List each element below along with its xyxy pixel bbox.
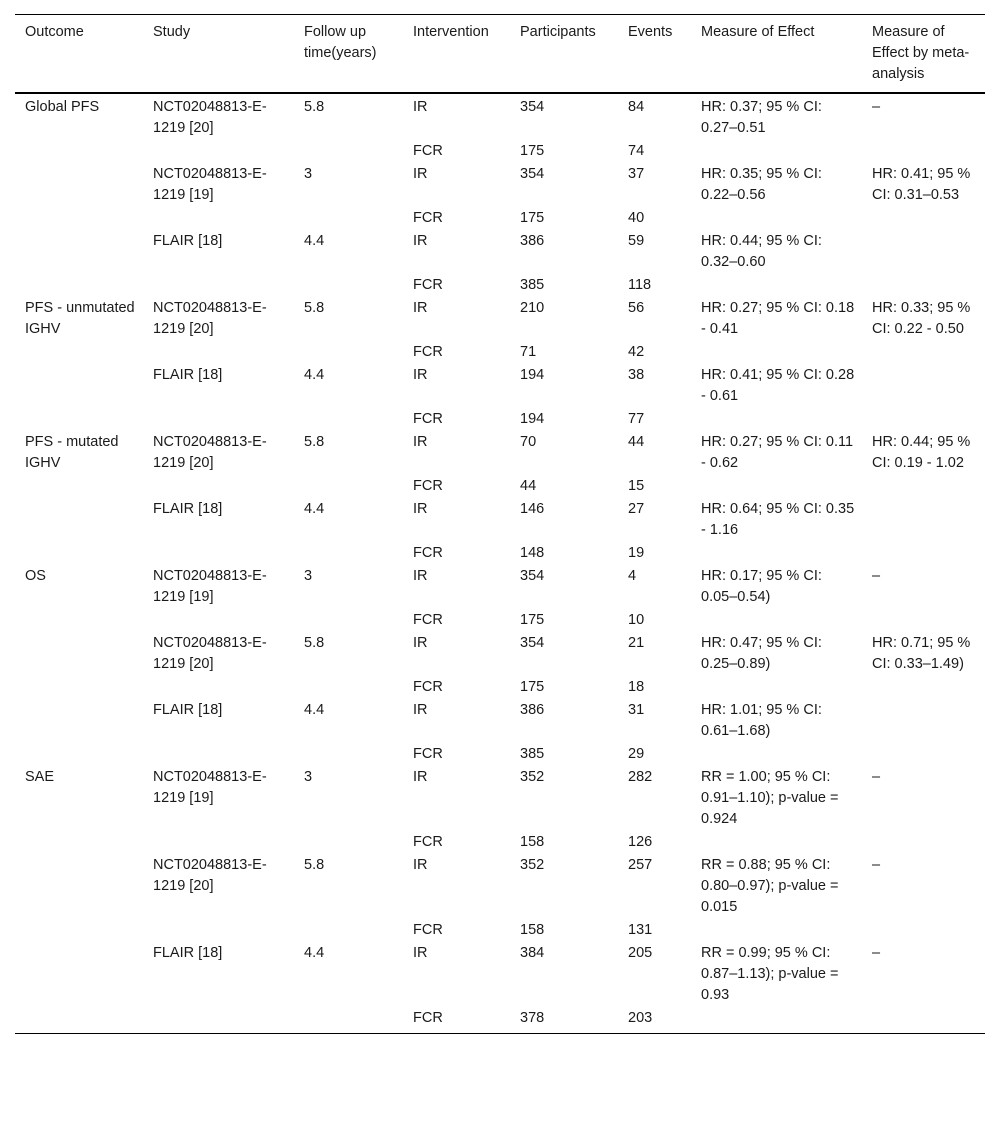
participants-cell: 44	[520, 478, 537, 494]
events-cell: 257	[628, 857, 653, 873]
header-intervention: Intervention	[403, 15, 510, 94]
outcome-cell	[15, 364, 143, 408]
intervention-cell: FCR	[413, 344, 443, 360]
intervention-cell: FCR	[413, 143, 443, 159]
meta-analysis-cell	[862, 609, 985, 632]
intervention-cell: FCR	[413, 478, 443, 494]
intervention-cell: FCR	[413, 411, 443, 427]
table-row	[15, 341, 985, 364]
meta-analysis-cell: HR: 0.41; 95 % CI: 0.31–0.53	[872, 166, 971, 203]
events-cell: 59	[628, 233, 645, 249]
outcome-cell	[15, 230, 143, 274]
outcome-cell: PFS - mutated IGHV	[25, 434, 119, 471]
intervention-cell: FCR	[413, 277, 443, 293]
participants-cell: 385	[520, 746, 545, 762]
meta-analysis-cell	[862, 919, 985, 942]
meta-analysis-cell: –	[872, 769, 881, 785]
outcome-cell	[15, 140, 143, 163]
intervention-cell: IR	[413, 434, 428, 450]
outcome-cell: PFS - unmutated IGHV	[25, 300, 135, 337]
study-cell: NCT02048813-E-1219 [20]	[153, 434, 267, 471]
outcome-cell	[15, 341, 143, 364]
events-cell: 282	[628, 769, 653, 785]
intervention-cell: IR	[413, 945, 428, 961]
meta-analysis-cell	[862, 364, 985, 408]
study-cell: NCT02048813-E-1219 [20]	[153, 635, 267, 672]
intervention-cell: FCR	[413, 679, 443, 695]
participants-cell: 71	[520, 344, 537, 360]
study-cell	[143, 831, 294, 854]
intervention-cell: IR	[413, 300, 428, 316]
table-row	[15, 431, 985, 475]
effect-cell	[691, 1007, 862, 1034]
table-row	[15, 408, 985, 431]
meta-analysis-cell	[862, 831, 985, 854]
participants-cell: 70	[520, 434, 537, 450]
events-cell: 4	[628, 568, 637, 584]
meta-analysis-cell	[862, 475, 985, 498]
follow-up-cell	[294, 341, 403, 364]
participants-cell: 385	[520, 277, 545, 293]
effect-cell	[691, 408, 862, 431]
study-cell: NCT02048813-E-1219 [19]	[153, 568, 267, 605]
participants-cell: 354	[520, 635, 545, 651]
meta-analysis-cell	[862, 743, 985, 766]
events-cell: 29	[628, 746, 645, 762]
events-cell: 19	[628, 545, 645, 561]
table-row	[15, 942, 985, 1007]
effect-cell	[691, 919, 862, 942]
effect-cell	[691, 475, 862, 498]
effect-cell	[691, 274, 862, 297]
follow-up-cell: 4.4	[304, 945, 325, 961]
table-row	[15, 699, 985, 743]
header-participants: Participants	[510, 15, 618, 94]
outcome-cell	[15, 632, 143, 676]
effect-cell: HR: 0.27; 95 % CI: 0.11 - 0.62	[701, 434, 854, 471]
table-row	[15, 93, 985, 140]
meta-analysis-cell: HR: 0.33; 95 % CI: 0.22 - 0.50	[872, 300, 971, 337]
events-cell: 15	[628, 478, 645, 494]
follow-up-cell: 3	[304, 568, 313, 584]
study-cell	[143, 274, 294, 297]
events-cell: 131	[628, 922, 653, 938]
effect-cell	[691, 609, 862, 632]
study-cell	[143, 341, 294, 364]
study-cell	[143, 408, 294, 431]
intervention-cell: IR	[413, 99, 428, 115]
follow-up-cell: 3	[304, 166, 313, 182]
outcome-cell	[15, 676, 143, 699]
events-cell: 31	[628, 702, 645, 718]
events-cell: 42	[628, 344, 645, 360]
meta-analysis-cell	[862, 699, 985, 743]
follow-up-cell: 5.8	[304, 434, 325, 450]
follow-up-cell	[294, 676, 403, 699]
intervention-cell: IR	[413, 367, 428, 383]
effect-cell	[691, 542, 862, 565]
outcome-cell	[15, 274, 143, 297]
table-row	[15, 542, 985, 565]
follow-up-cell: 5.8	[304, 857, 325, 873]
study-cell: FLAIR [18]	[153, 945, 223, 961]
intervention-cell: FCR	[413, 746, 443, 762]
study-cell: FLAIR [18]	[153, 501, 223, 517]
follow-up-cell: 5.8	[304, 635, 325, 651]
events-cell: 84	[628, 99, 645, 115]
effect-cell: HR: 0.35; 95 % CI: 0.22–0.56	[701, 166, 822, 203]
follow-up-cell: 4.4	[304, 702, 325, 718]
outcome-cell	[15, 743, 143, 766]
follow-up-cell	[294, 207, 403, 230]
events-cell: 37	[628, 166, 645, 182]
outcome-cell	[15, 699, 143, 743]
effect-cell	[691, 140, 862, 163]
outcome-cell	[15, 919, 143, 942]
table-row	[15, 498, 985, 542]
participants-cell: 175	[520, 612, 545, 628]
outcome-cell	[15, 542, 143, 565]
effect-cell: HR: 0.37; 95 % CI: 0.27–0.51	[701, 99, 822, 136]
follow-up-cell: 3	[304, 769, 313, 785]
effect-cell	[691, 831, 862, 854]
events-cell: 126	[628, 834, 653, 850]
study-cell	[143, 475, 294, 498]
study-cell: FLAIR [18]	[153, 367, 223, 383]
table-row	[15, 676, 985, 699]
participants-cell: 175	[520, 679, 545, 695]
header-outcome: Outcome	[15, 15, 143, 94]
table-header-row	[15, 15, 985, 94]
effect-cell: HR: 0.17; 95 % CI: 0.05–0.54)	[701, 568, 822, 605]
effect-cell: RR = 1.00; 95 % CI: 0.91–1.10); p-value = 0.924	[701, 769, 839, 827]
table-row	[15, 230, 985, 274]
events-cell: 10	[628, 612, 645, 628]
outcomes-table	[15, 14, 985, 1034]
participants-cell: 384	[520, 945, 545, 961]
table-row	[15, 766, 985, 831]
table-row	[15, 565, 985, 609]
participants-cell: 354	[520, 568, 545, 584]
intervention-cell: IR	[413, 166, 428, 182]
intervention-cell: IR	[413, 501, 428, 517]
outcome-cell	[15, 609, 143, 632]
table-row	[15, 609, 985, 632]
effect-cell: HR: 0.44; 95 % CI: 0.32–0.60	[701, 233, 822, 270]
follow-up-cell	[294, 831, 403, 854]
effect-cell: RR = 0.99; 95 % CI: 0.87–1.13); p-value = 0.93	[701, 945, 839, 1003]
follow-up-cell	[294, 919, 403, 942]
study-cell	[143, 542, 294, 565]
effect-cell: HR: 0.47; 95 % CI: 0.25–0.89)	[701, 635, 822, 672]
outcome-cell	[15, 163, 143, 207]
events-cell: 203	[618, 1007, 691, 1034]
meta-analysis-cell	[862, 341, 985, 364]
meta-analysis-cell	[862, 542, 985, 565]
follow-up-cell	[294, 542, 403, 565]
intervention-cell: FCR	[413, 545, 443, 561]
study-cell: NCT02048813-E-1219 [19]	[153, 166, 267, 203]
follow-up-cell	[294, 609, 403, 632]
follow-up-cell	[294, 1007, 403, 1034]
follow-up-cell: 4.4	[304, 233, 325, 249]
meta-analysis-cell	[862, 1007, 985, 1034]
follow-up-cell	[294, 743, 403, 766]
participants-cell: 352	[520, 857, 545, 873]
table-row	[15, 831, 985, 854]
participants-cell: 210	[520, 300, 545, 316]
study-cell	[143, 743, 294, 766]
meta-analysis-cell	[862, 274, 985, 297]
follow-up-cell: 5.8	[304, 99, 325, 115]
effect-cell: HR: 0.27; 95 % CI: 0.18 - 0.41	[701, 300, 855, 337]
table-row	[15, 1007, 985, 1034]
outcome-cell: OS	[25, 568, 46, 584]
intervention-cell: IR	[413, 635, 428, 651]
follow-up-cell	[294, 274, 403, 297]
table-body	[15, 93, 985, 1034]
events-cell: 27	[628, 501, 645, 517]
intervention-cell: FCR	[413, 834, 443, 850]
participants-cell: 146	[520, 501, 545, 517]
outcome-cell: SAE	[25, 769, 55, 785]
study-cell	[143, 140, 294, 163]
follow-up-cell: 4.4	[304, 501, 325, 517]
effect-cell	[691, 207, 862, 230]
meta-analysis-cell: –	[872, 99, 881, 115]
outcome-cell	[15, 831, 143, 854]
table-row	[15, 854, 985, 919]
meta-analysis-cell: –	[872, 568, 881, 584]
outcome-cell	[15, 408, 143, 431]
study-cell: NCT02048813-E-1219 [20]	[153, 99, 267, 136]
outcome-cell	[15, 1007, 143, 1034]
study-cell: NCT02048813-E-1219 [19]	[153, 769, 267, 806]
study-cell	[143, 207, 294, 230]
meta-analysis-cell	[862, 676, 985, 699]
meta-analysis-cell	[862, 230, 985, 274]
events-cell: 18	[628, 679, 645, 695]
participants-cell: 158	[520, 834, 545, 850]
intervention-cell: IR	[413, 568, 428, 584]
events-cell: 44	[628, 434, 645, 450]
outcome-cell	[15, 498, 143, 542]
study-cell	[143, 609, 294, 632]
events-cell: 38	[628, 367, 645, 383]
meta-analysis-cell: HR: 0.71; 95 % CI: 0.33–1.49)	[872, 635, 971, 672]
header-study: Study	[143, 15, 294, 94]
effect-cell	[691, 341, 862, 364]
study-cell	[143, 1007, 294, 1034]
follow-up-cell: 4.4	[304, 367, 325, 383]
participants-cell: 175	[520, 143, 545, 159]
meta-analysis-cell: –	[872, 945, 881, 961]
events-cell: 40	[628, 210, 645, 226]
events-cell: 205	[628, 945, 653, 961]
events-cell: 74	[628, 143, 645, 159]
intervention-cell: IR	[413, 233, 428, 249]
intervention-cell: FCR	[403, 1007, 510, 1034]
events-cell: 21	[628, 635, 645, 651]
outcome-cell	[15, 475, 143, 498]
table-row	[15, 632, 985, 676]
table-row	[15, 475, 985, 498]
header-meta-analysis: Measure of Effect by meta-analysis	[862, 15, 985, 94]
intervention-cell: IR	[413, 769, 428, 785]
intervention-cell: FCR	[413, 612, 443, 628]
table-row	[15, 140, 985, 163]
meta-analysis-cell: –	[872, 857, 881, 873]
events-cell: 56	[628, 300, 645, 316]
effect-cell: HR: 0.64; 95 % CI: 0.35 - 1.16	[701, 501, 855, 538]
header-follow-up: Follow up time(years)	[294, 15, 403, 94]
outcome-cell	[15, 854, 143, 919]
intervention-cell: IR	[413, 702, 428, 718]
outcome-cell	[15, 207, 143, 230]
effect-cell	[691, 676, 862, 699]
outcome-cell	[15, 942, 143, 1007]
header-events: Events	[618, 15, 691, 94]
follow-up-cell	[294, 140, 403, 163]
effect-cell: HR: 1.01; 95 % CI: 0.61–1.68)	[701, 702, 822, 739]
follow-up-cell	[294, 475, 403, 498]
meta-analysis-cell	[862, 408, 985, 431]
meta-analysis-cell	[862, 140, 985, 163]
effect-cell	[691, 743, 862, 766]
study-cell	[143, 919, 294, 942]
header-measure-of-effect: Measure of Effect	[691, 15, 862, 94]
table-row	[15, 274, 985, 297]
events-cell: 118	[628, 277, 652, 293]
participants-cell: 175	[520, 210, 545, 226]
participants-cell: 158	[520, 922, 545, 938]
participants-cell: 194	[520, 411, 545, 427]
table-row	[15, 743, 985, 766]
intervention-cell: FCR	[413, 922, 443, 938]
participants-cell: 354	[520, 166, 545, 182]
meta-analysis-cell	[862, 207, 985, 230]
follow-up-cell	[294, 408, 403, 431]
follow-up-cell: 5.8	[304, 300, 325, 316]
table-row	[15, 919, 985, 942]
study-cell: FLAIR [18]	[153, 233, 223, 249]
effect-cell: RR = 0.88; 95 % CI: 0.80–0.97); p-value = 0.015	[701, 857, 839, 915]
effect-cell: HR: 0.41; 95 % CI: 0.28 - 0.61	[701, 367, 855, 404]
meta-analysis-cell	[862, 498, 985, 542]
participants-cell: 378	[510, 1007, 618, 1034]
study-cell	[143, 676, 294, 699]
table-row	[15, 163, 985, 207]
study-cell: NCT02048813-E-1219 [20]	[153, 300, 267, 337]
outcome-cell: Global PFS	[25, 99, 100, 115]
participants-cell: 352	[520, 769, 545, 785]
participants-cell: 354	[520, 99, 545, 115]
table-row	[15, 297, 985, 341]
participants-cell: 386	[520, 233, 545, 249]
table-row	[15, 207, 985, 230]
intervention-cell: FCR	[413, 210, 443, 226]
participants-cell: 148	[520, 545, 545, 561]
participants-cell: 386	[520, 702, 545, 718]
events-cell: 77	[628, 411, 645, 427]
intervention-cell: IR	[413, 857, 428, 873]
study-cell: NCT02048813-E-1219 [20]	[153, 857, 267, 894]
table-row	[15, 364, 985, 408]
participants-cell: 194	[520, 367, 545, 383]
meta-analysis-cell: HR: 0.44; 95 % CI: 0.19 - 1.02	[872, 434, 971, 471]
study-cell: FLAIR [18]	[153, 702, 223, 718]
